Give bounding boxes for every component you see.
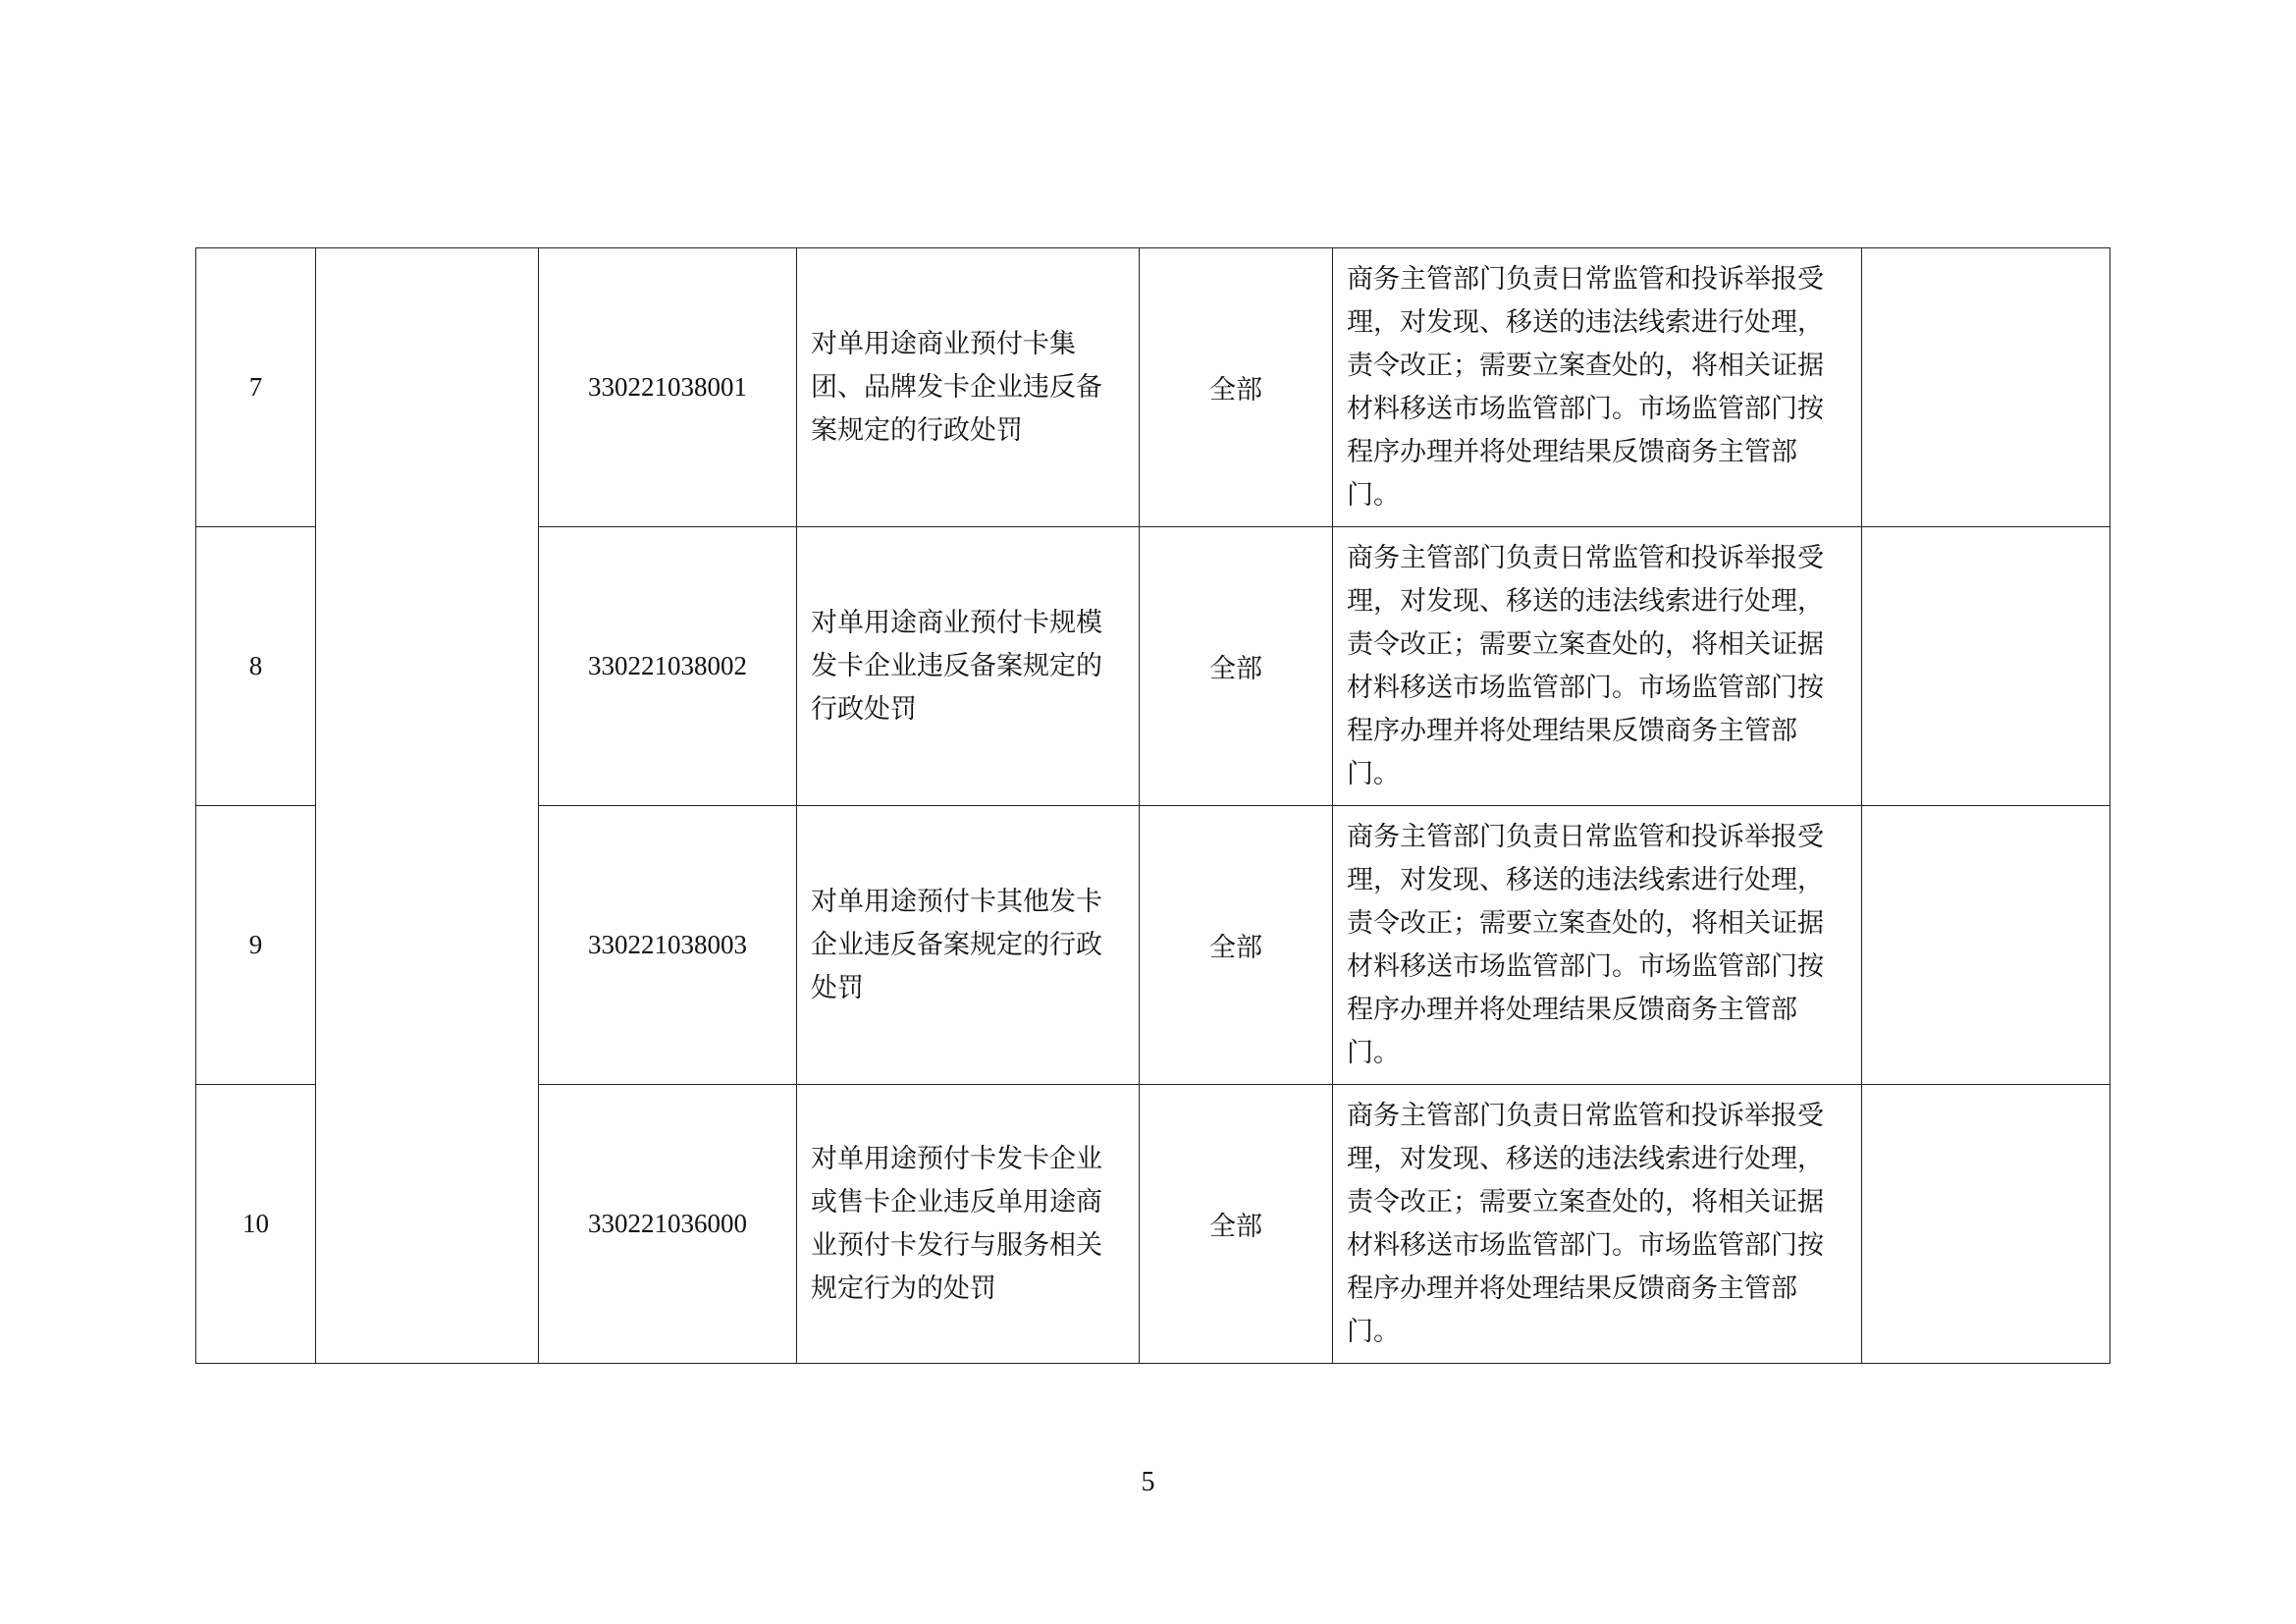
- scope: 全部: [1140, 527, 1333, 806]
- row-number: 8: [196, 527, 316, 806]
- item-name: 对单用途预付卡其他发卡企业违反备案规定的行政处罚: [797, 806, 1140, 1085]
- table-row: [196, 248, 2110, 527]
- note-cell: [1862, 248, 2110, 527]
- responsibility-text: 商务主管部门负责日常监管和投诉举报受理，对发现、移送的违法线索进行处理，责令改正；需要立案查处的，将相关证据材料移送市场监管部门。市场监管部门按程序办理并将处理结果反馈商务主管部门。: [1333, 1085, 1862, 1364]
- document-table: [195, 247, 2110, 1364]
- row-number: 9: [196, 806, 316, 1085]
- item-code: 330221038001: [539, 248, 797, 527]
- item-code: 330221036000: [539, 1085, 797, 1364]
- merged-category-cell: [316, 248, 539, 1364]
- responsibility-text: 商务主管部门负责日常监管和投诉举报受理，对发现、移送的违法线索进行处理，责令改正；需要立案查处的，将相关证据材料移送市场监管部门。市场监管部门按程序办理并将处理结果反馈商务主管部门。: [1333, 527, 1862, 806]
- note-cell: [1862, 806, 2110, 1085]
- item-name: 对单用途商业预付卡集团、品牌发卡企业违反备案规定的行政处罚: [797, 248, 1140, 527]
- item-name: 对单用途商业预付卡规模发卡企业违反备案规定的行政处罚: [797, 527, 1140, 806]
- item-code: 330221038003: [539, 806, 797, 1085]
- responsibility-text: 商务主管部门负责日常监管和投诉举报受理，对发现、移送的违法线索进行处理，责令改正；需要立案查处的，将相关证据材料移送市场监管部门。市场监管部门按程序办理并将处理结果反馈商务主管部门。: [1333, 248, 1862, 527]
- scope: 全部: [1140, 248, 1333, 527]
- responsibility-text: 商务主管部门负责日常监管和投诉举报受理，对发现、移送的违法线索进行处理，责令改正；需要立案查处的，将相关证据材料移送市场监管部门。市场监管部门按程序办理并将处理结果反馈商务主管部门。: [1333, 806, 1862, 1085]
- page-number: 5: [1141, 1467, 1155, 1497]
- item-code: 330221038002: [539, 527, 797, 806]
- scope: 全部: [1140, 806, 1333, 1085]
- note-cell: [1862, 527, 2110, 806]
- item-name: 对单用途预付卡发卡企业或售卡企业违反单用途商业预付卡发行与服务相关规定行为的处罚: [797, 1085, 1140, 1364]
- scope: 全部: [1140, 1085, 1333, 1364]
- note-cell: [1862, 1085, 2110, 1364]
- row-number: 10: [196, 1085, 316, 1364]
- row-number: 7: [196, 248, 316, 527]
